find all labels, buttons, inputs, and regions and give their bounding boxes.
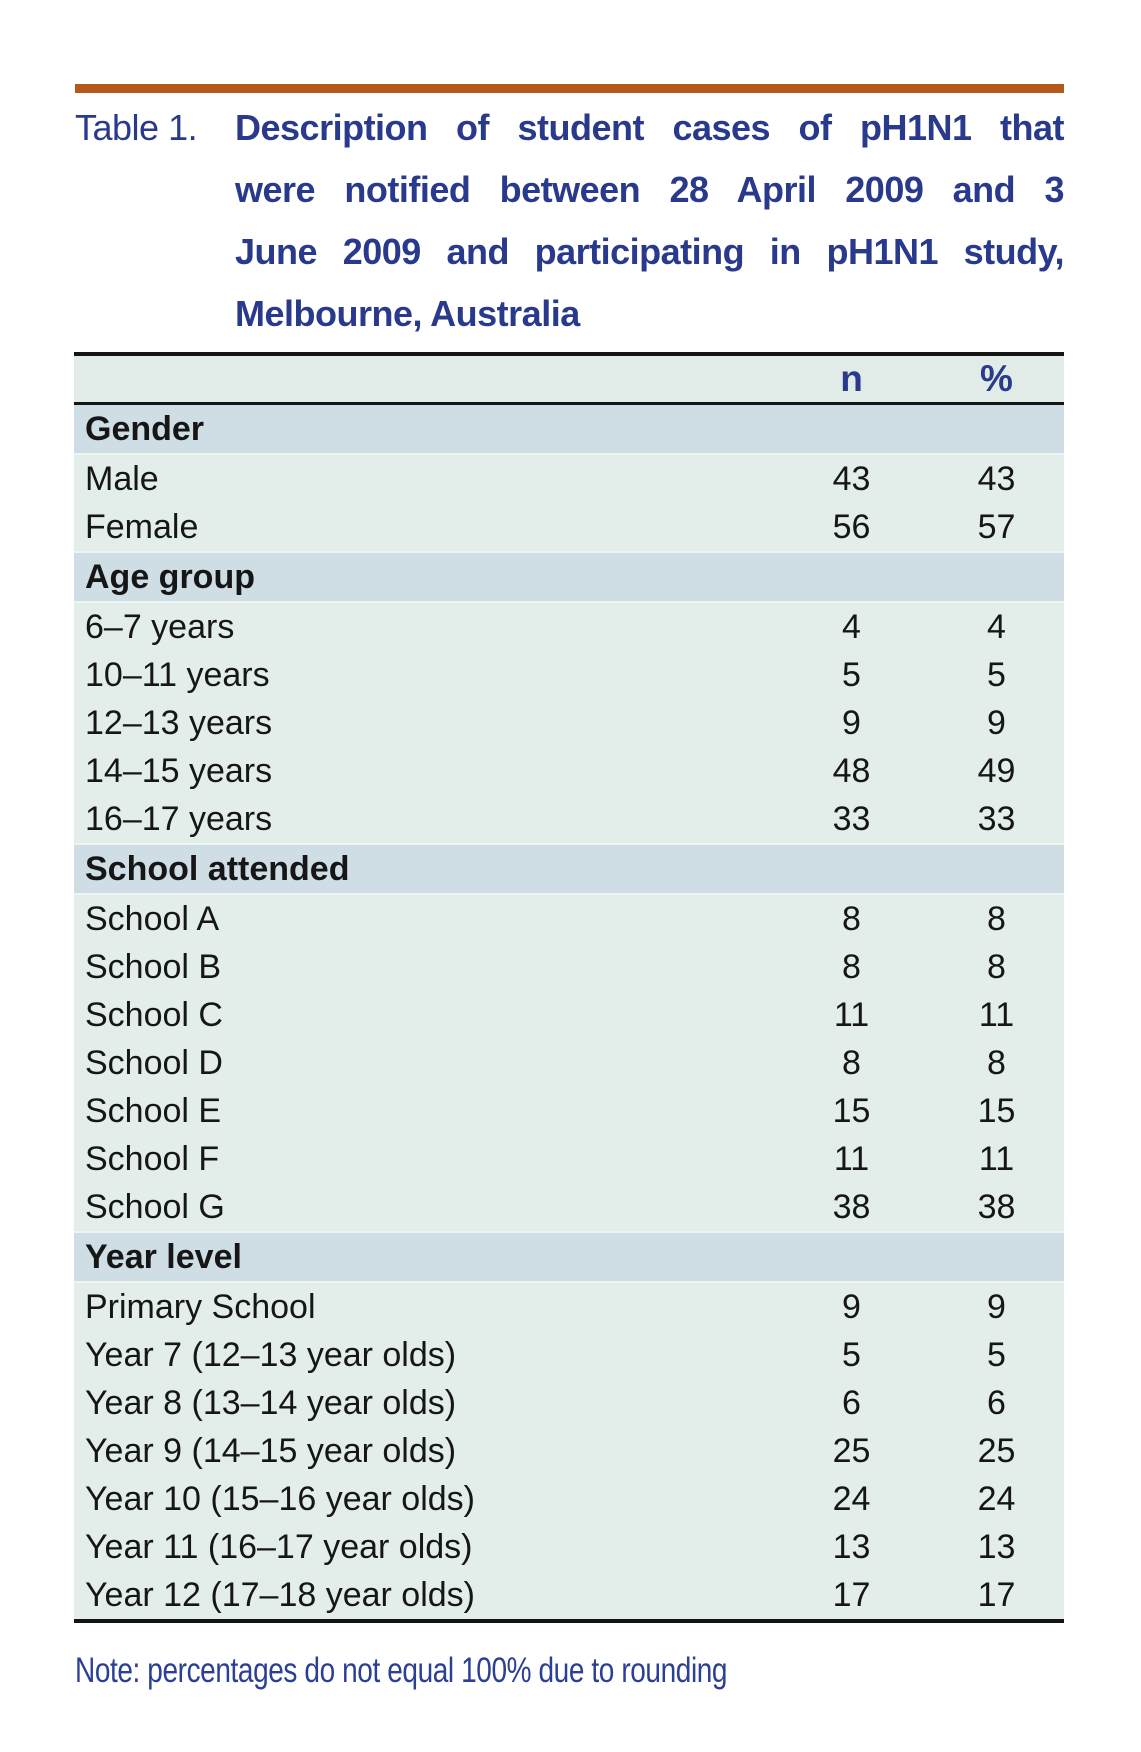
row-pct-value: 11 bbox=[929, 1135, 1064, 1183]
table-row bbox=[74, 1282, 1064, 1331]
section-header-row bbox=[74, 552, 1064, 602]
row-pct-value: 9 bbox=[929, 1282, 1064, 1331]
row-pct-value: 8 bbox=[929, 894, 1064, 943]
row-n-value: 43 bbox=[774, 454, 929, 503]
row-pct-value: 8 bbox=[929, 1039, 1064, 1087]
section-header-label: School attended bbox=[74, 844, 1064, 894]
row-n-value: 15 bbox=[774, 1087, 929, 1135]
row-n-value: 5 bbox=[774, 651, 929, 699]
title-line: June 2009 and participating in pH1N1 study, bbox=[235, 231, 1064, 272]
section-header-row bbox=[74, 844, 1064, 894]
table-row bbox=[74, 1183, 1064, 1232]
table-row bbox=[74, 1523, 1064, 1571]
row-pct-value: 11 bbox=[929, 991, 1064, 1039]
column-header-pct: % bbox=[929, 354, 1064, 404]
row-pct-value: 24 bbox=[929, 1475, 1064, 1523]
row-pct-value: 5 bbox=[929, 1331, 1064, 1379]
row-n-value: 13 bbox=[774, 1523, 929, 1571]
row-label: 14–15 years bbox=[74, 747, 774, 795]
table-row bbox=[74, 1427, 1064, 1475]
row-n-value: 11 bbox=[774, 991, 929, 1039]
row-n-value: 8 bbox=[774, 894, 929, 943]
row-n-value: 6 bbox=[774, 1379, 929, 1427]
row-label: School D bbox=[74, 1039, 774, 1087]
row-pct-value: 43 bbox=[929, 454, 1064, 503]
table-caption bbox=[75, 97, 1064, 345]
table-row bbox=[74, 1331, 1064, 1379]
row-pct-value: 6 bbox=[929, 1379, 1064, 1427]
row-pct-value: 57 bbox=[929, 503, 1064, 552]
section-header-row bbox=[74, 1232, 1064, 1282]
row-label: 6–7 years bbox=[74, 602, 774, 651]
row-label: School E bbox=[74, 1087, 774, 1135]
row-label: Year 10 (15–16 year olds) bbox=[74, 1475, 774, 1523]
row-n-value: 5 bbox=[774, 1331, 929, 1379]
table-row bbox=[74, 943, 1064, 991]
section-header-row bbox=[74, 404, 1064, 455]
row-n-value: 11 bbox=[774, 1135, 929, 1183]
row-n-value: 48 bbox=[774, 747, 929, 795]
row-n-value: 8 bbox=[774, 943, 929, 991]
table-row bbox=[74, 1379, 1064, 1427]
table-number-label: Table 1. bbox=[75, 107, 198, 148]
table-row bbox=[74, 1039, 1064, 1087]
row-pct-value: 17 bbox=[929, 1571, 1064, 1621]
row-label: Year 11 (16–17 year olds) bbox=[74, 1523, 774, 1571]
row-pct-value: 49 bbox=[929, 747, 1064, 795]
table-row bbox=[74, 1087, 1064, 1135]
title-line: were notified between 28 April 2009 and 3 bbox=[235, 169, 1064, 210]
table-row bbox=[74, 699, 1064, 747]
row-label: School G bbox=[74, 1183, 774, 1232]
row-label: Year 12 (17–18 year olds) bbox=[74, 1571, 774, 1621]
row-label: School B bbox=[74, 943, 774, 991]
empty-header-cell bbox=[74, 354, 774, 404]
table-row bbox=[74, 1475, 1064, 1523]
row-pct-value: 25 bbox=[929, 1427, 1064, 1475]
row-n-value: 56 bbox=[774, 503, 929, 552]
row-n-value: 9 bbox=[774, 699, 929, 747]
table-row bbox=[74, 795, 1064, 844]
row-pct-value: 15 bbox=[929, 1087, 1064, 1135]
row-label: 10–11 years bbox=[74, 651, 774, 699]
row-label: Year 9 (14–15 year olds) bbox=[74, 1427, 774, 1475]
table-title-text bbox=[235, 97, 1064, 345]
data-table bbox=[74, 352, 1064, 1623]
row-n-value: 24 bbox=[774, 1475, 929, 1523]
row-label: Year 8 (13–14 year olds) bbox=[74, 1379, 774, 1427]
table-row bbox=[74, 894, 1064, 943]
row-label: Male bbox=[74, 454, 774, 503]
column-header-row bbox=[74, 354, 1064, 404]
section-header-label: Year level bbox=[74, 1232, 1064, 1282]
row-label: Female bbox=[74, 503, 774, 552]
row-pct-value: 38 bbox=[929, 1183, 1064, 1232]
row-n-value: 8 bbox=[774, 1039, 929, 1087]
row-n-value: 4 bbox=[774, 602, 929, 651]
table-row bbox=[74, 747, 1064, 795]
row-pct-value: 5 bbox=[929, 651, 1064, 699]
row-pct-value: 9 bbox=[929, 699, 1064, 747]
row-pct-value: 8 bbox=[929, 943, 1064, 991]
table-row bbox=[74, 651, 1064, 699]
row-label: 12–13 years bbox=[74, 699, 774, 747]
row-label: School F bbox=[74, 1135, 774, 1183]
row-label: Primary School bbox=[74, 1282, 774, 1331]
title-line: Description of student cases of pH1N1 that bbox=[235, 107, 1064, 148]
table-row bbox=[74, 1135, 1064, 1183]
table-row bbox=[74, 503, 1064, 552]
caption-accent-rule bbox=[75, 84, 1064, 93]
row-pct-value: 13 bbox=[929, 1523, 1064, 1571]
row-label: School C bbox=[74, 991, 774, 1039]
row-label: School A bbox=[74, 894, 774, 943]
row-n-value: 38 bbox=[774, 1183, 929, 1232]
row-n-value: 9 bbox=[774, 1282, 929, 1331]
table-row bbox=[74, 454, 1064, 503]
column-header-n: n bbox=[774, 354, 929, 404]
title-line: Melbourne, Australia bbox=[235, 293, 580, 334]
row-n-value: 33 bbox=[774, 795, 929, 844]
section-header-label: Age group bbox=[74, 552, 1064, 602]
row-pct-value: 33 bbox=[929, 795, 1064, 844]
row-n-value: 17 bbox=[774, 1571, 929, 1621]
row-n-value: 25 bbox=[774, 1427, 929, 1475]
row-label: 16–17 years bbox=[74, 795, 774, 844]
row-pct-value: 4 bbox=[929, 602, 1064, 651]
table-row bbox=[74, 991, 1064, 1039]
row-label: Year 7 (12–13 year olds) bbox=[74, 1331, 774, 1379]
table-row bbox=[74, 602, 1064, 651]
section-header-label: Gender bbox=[74, 404, 1064, 455]
footnote: Note: percentages do not equal 100% due to rounding bbox=[75, 1651, 728, 1690]
table-row bbox=[74, 1571, 1064, 1621]
